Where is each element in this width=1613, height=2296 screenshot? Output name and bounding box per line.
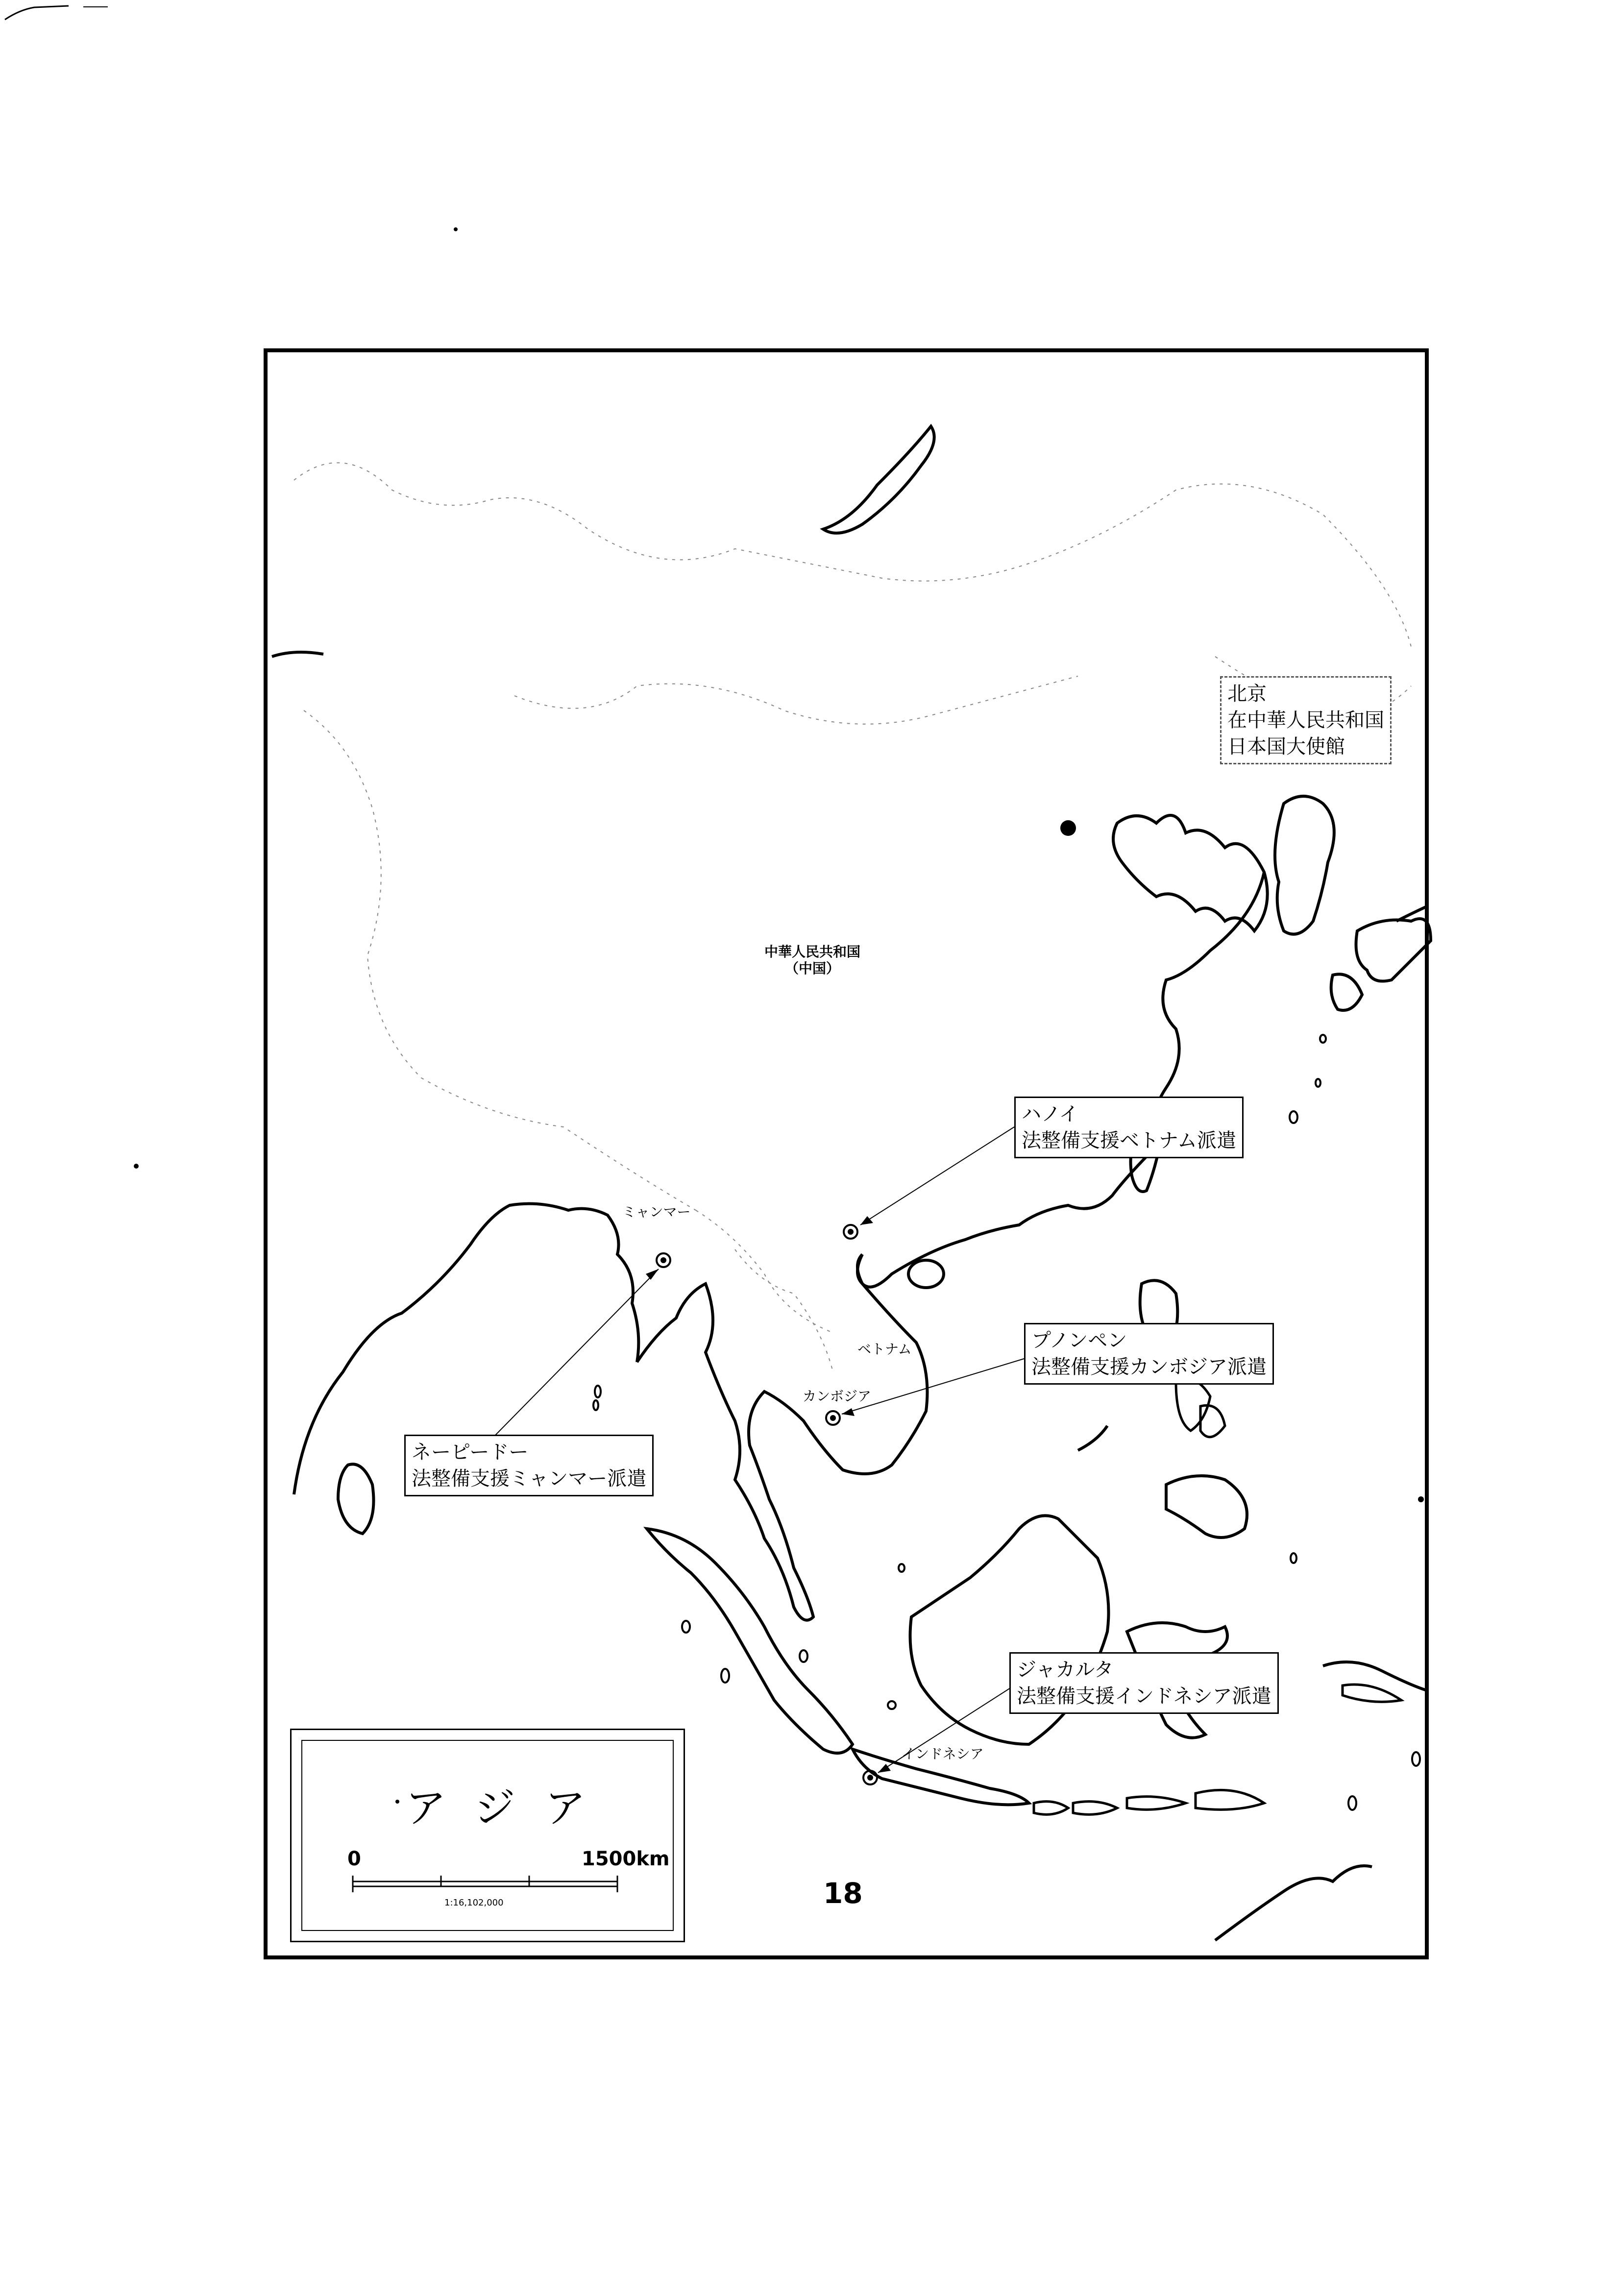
- scale-end-label: 1500km: [582, 1848, 670, 1870]
- scale-ratio-label: 1:16,102,000: [444, 1898, 504, 1908]
- naypyidaw-line1: 法整備支援ミャンマー派遣: [412, 1467, 647, 1490]
- map-frame: [266, 350, 1427, 1957]
- japan-outline: [1356, 919, 1431, 981]
- label-vietnam: ベトナム: [857, 1341, 912, 1357]
- callout-jakarta: [1009, 1652, 1279, 1714]
- scale-start-label: 0: [347, 1848, 361, 1870]
- label-china-abbr: （中国）: [785, 960, 840, 977]
- mindanao-outline: [1166, 1476, 1247, 1538]
- label-cambodia: カンボジア: [803, 1388, 872, 1404]
- hainan-outline: [908, 1260, 944, 1288]
- legend-bullet: [395, 1800, 399, 1804]
- legend-box: [290, 1729, 685, 1942]
- phnompenh-city: プノンペン: [1031, 1329, 1127, 1352]
- callout-naypyidaw: [404, 1435, 654, 1496]
- page-number: 18: [823, 1877, 863, 1910]
- phnompenh-marker: [826, 1411, 840, 1425]
- hanoi-city: ハノイ: [1022, 1103, 1079, 1125]
- legend-title: アジア: [405, 1784, 615, 1832]
- label-china-name: 中華人民共和国: [764, 944, 861, 960]
- beijing-line1: 在中華人民共和国: [1227, 709, 1384, 732]
- label-myanmar: ミャンマー: [622, 1204, 691, 1220]
- hanoi-marker: [844, 1225, 857, 1239]
- jakarta-line1: 法整備支援インドネシア派遣: [1017, 1685, 1271, 1708]
- china-coastline: [857, 872, 1264, 1287]
- beijing-marker: [1060, 820, 1076, 836]
- scan-mark: [5, 6, 69, 20]
- legend-inner-frame: [301, 1740, 674, 1931]
- label-indonesia: インドネシア: [902, 1746, 984, 1762]
- sumatra-outline: [647, 1529, 853, 1753]
- korea-peninsula: [1275, 796, 1334, 934]
- naypyidaw-city: ネーピードー: [412, 1441, 529, 1464]
- lake-baikal: [823, 426, 934, 533]
- naypyidaw-marker: [657, 1253, 670, 1267]
- beijing-line2: 日本国大使館: [1227, 735, 1345, 758]
- jakarta-city: ジャカルタ: [1017, 1659, 1114, 1681]
- beijing-city: 北京: [1227, 683, 1267, 705]
- callout-beijing: [1220, 676, 1392, 764]
- callout-hanoi: [1014, 1097, 1244, 1158]
- hanoi-line1: 法整備支援ベトナム派遣: [1022, 1129, 1236, 1152]
- callout-phnompenh: [1024, 1323, 1274, 1385]
- phnompenh-line1: 法整備支援カンボジア派遣: [1031, 1356, 1267, 1378]
- label-china: [764, 944, 860, 977]
- sri-lanka-outline: [338, 1464, 374, 1534]
